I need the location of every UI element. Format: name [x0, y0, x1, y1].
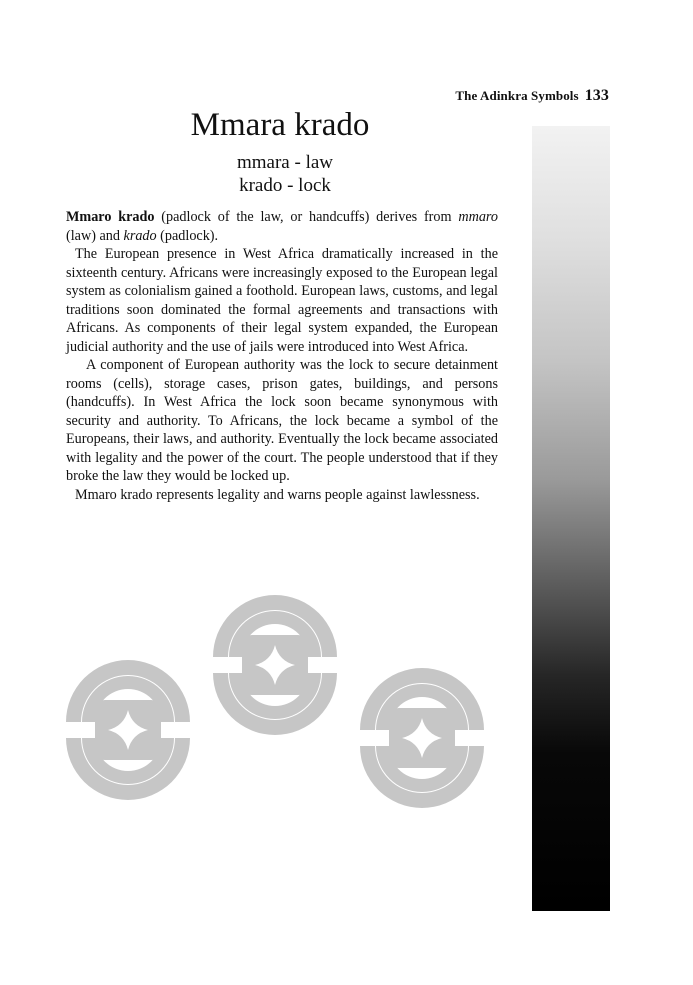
mmara-krado-symbol-icon	[58, 660, 198, 800]
paragraph-1-text-b: (law) and	[66, 227, 124, 244]
paragraph-1-text-c: (padlock).	[156, 227, 219, 244]
paragraph-3: A component of European authority was the lock to secure detainment rooms (cells), storage cases, prison gates, buildings, and persons (handcuffs). In West Africa the lock soon became synonymous with security and authority. To Africans, the lock became a symbol of the Europeans, their laws, and authority. Eventually the lock became associated with legality and the power of the court. The people understood that if they broke the law they would be locked up.	[66, 357, 498, 484]
page-number: 133	[584, 87, 609, 104]
paragraph-1	[66, 208, 498, 245]
running-head-title: The Adinkra Symbols	[455, 88, 579, 103]
page-title: Mmara krado	[190, 107, 370, 143]
body-text	[66, 208, 498, 504]
term-bold: Mmaro krado	[66, 209, 155, 225]
paragraph-2: The European presence in West Africa dramatically increased in the sixteenth century. Africans were increasingly exposed to the European legal system as colonialism gained a foothold. European laws, customs, and legal traditions soon dominated the formal agreements and transactions with Africans. As components of their legal system expanded, the European judicial authority and the use of jails were introduced into West Africa.	[66, 246, 498, 355]
paragraph-1-text-a: (padlock of the law, or handcuffs) derives from	[154, 209, 459, 225]
gradient-sidebar	[532, 126, 610, 911]
running-head	[455, 87, 609, 105]
mmara-krado-symbol-icon	[205, 595, 345, 735]
subtitle-law: mmara - law	[236, 152, 333, 173]
term-mmaro: mmaro	[458, 209, 499, 225]
mmara-krado-symbol-icon	[352, 668, 492, 808]
subtitle-lock: krado - lock	[239, 175, 331, 196]
term-krado: krado	[123, 227, 157, 244]
paragraph-4: Mmaro krado represents legality and warns people against lawlessness.	[75, 486, 480, 503]
